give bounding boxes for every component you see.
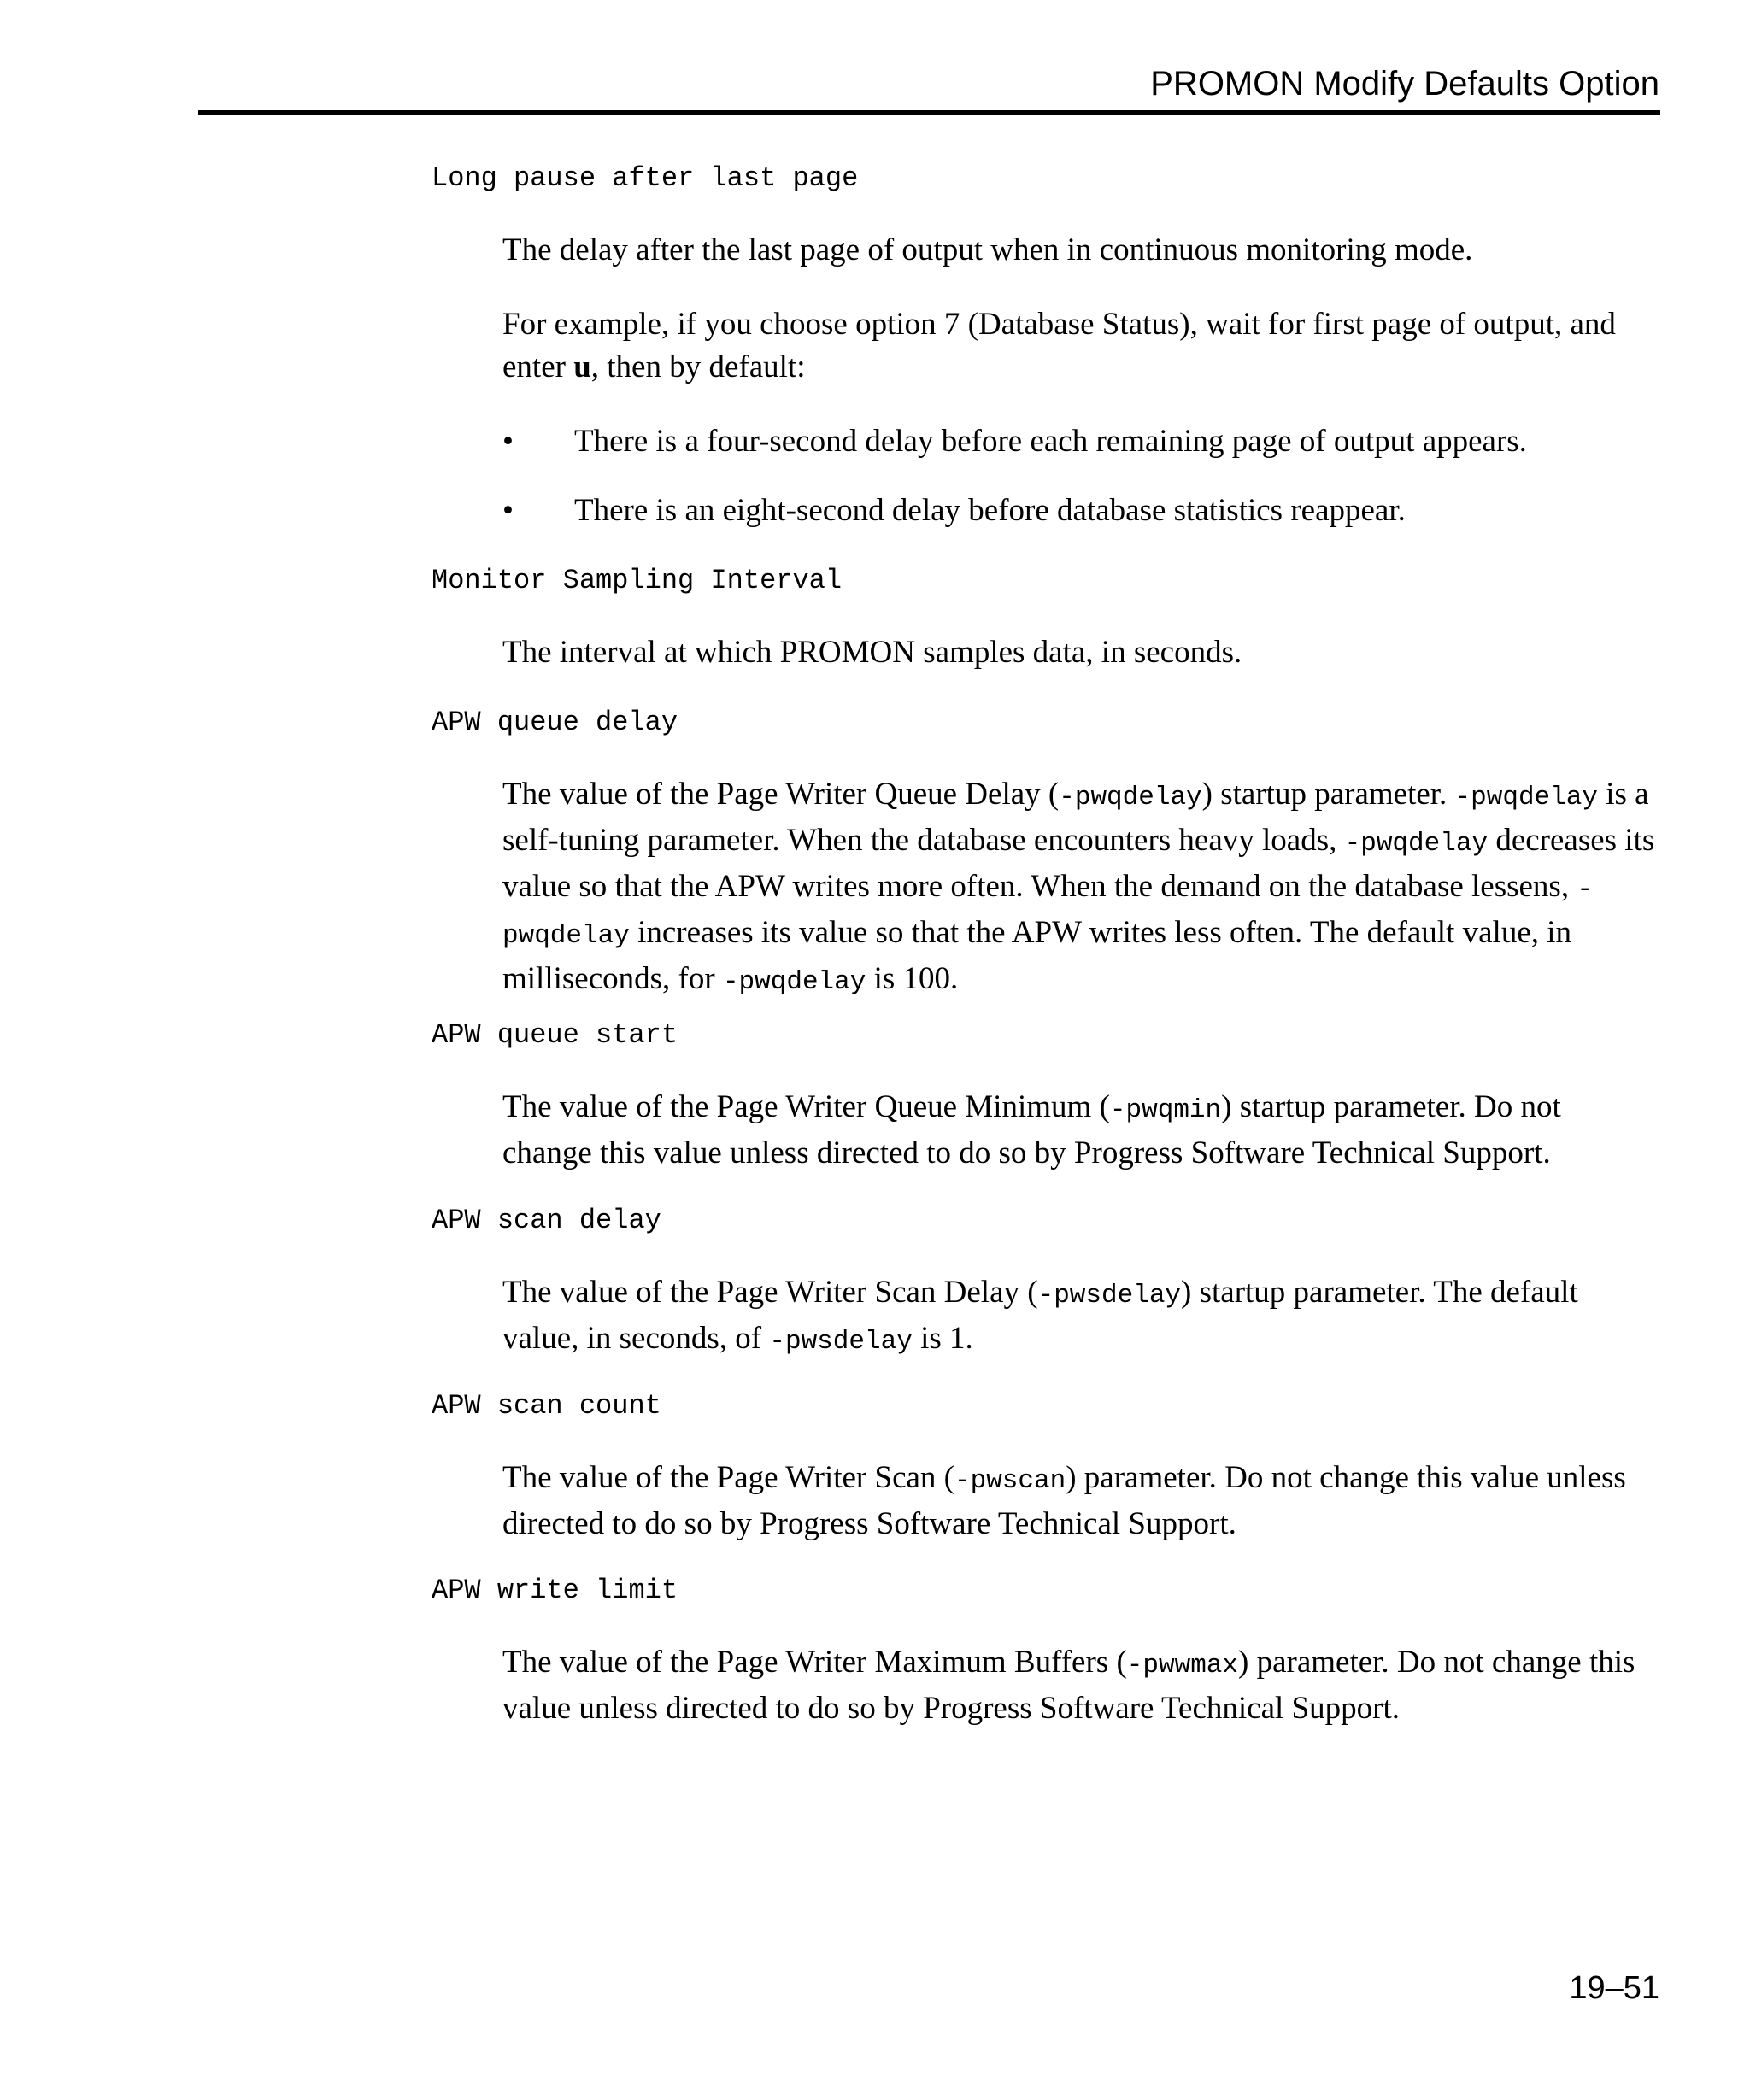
text: The value of the Page Writer Scan Delay (	[502, 1275, 1038, 1310]
desc-apw-queue-delay	[502, 773, 1658, 1004]
page-number: 19–51	[1569, 1970, 1659, 2006]
text: is a self-tuning parameter. When the database encounters heavy loads,	[502, 777, 1649, 858]
desc-apw-write-limit	[502, 1641, 1658, 1730]
param-code: -pwsdelay	[1037, 1281, 1182, 1311]
text: The value of the Page Writer Maximum Buffers (	[502, 1645, 1127, 1680]
param-code: -pwqdelay	[502, 875, 1593, 951]
text: ) parameter. Do not change this value unless directed to do so by Progress Software Technical Support.	[502, 1645, 1635, 1726]
text: The value of the Page Writer Queue Minimum (	[502, 1089, 1110, 1124]
param-code: -pwscan	[954, 1466, 1066, 1496]
example-key: u	[573, 349, 591, 384]
param-code: -pwqdelay	[722, 967, 866, 997]
header-rule	[198, 110, 1660, 115]
text: increases its value so that the APW writes less often. The default value, in milliseconds, for	[502, 915, 1572, 996]
term-apw-queue-delay: APW queue delay	[432, 707, 678, 738]
example-text-pre: For example, if you choose option 7 (Database Status), wait for first page of output, and enter	[502, 307, 1616, 384]
bullet-glyph: •	[502, 493, 514, 528]
header-title: PROMON Modify Defaults Option	[1150, 65, 1659, 103]
param-code: -pwqmin	[1109, 1095, 1222, 1125]
desc-long-pause: The delay after the last page of output when in continuous monitoring mode.	[502, 232, 1473, 267]
desc-sampling-interval: The interval at which PROMON samples data, in seconds.	[502, 635, 1242, 670]
param-code: -pwqdelay	[1454, 783, 1598, 812]
term-apw-write-limit: APW write limit	[432, 1575, 678, 1606]
text: ) startup parameter. The default value, in seconds, of	[502, 1275, 1578, 1356]
bullet-glyph: •	[502, 424, 514, 459]
param-code: -pwqdelay	[1059, 783, 1202, 812]
desc-apw-scan-count	[502, 1457, 1658, 1546]
text: The value of the Page Writer Queue Delay (	[502, 777, 1060, 812]
text: ) startup parameter. Do not change this value unless directed to do so by Progress Software Technical Support.	[502, 1089, 1561, 1170]
example-paragraph	[502, 303, 1658, 389]
text: is 100.	[866, 961, 959, 996]
text: ) parameter. Do not change this value unless directed to do so by Progress Software Technical Support.	[502, 1460, 1626, 1541]
bullet-text: There is an eight-second delay before database statistics reappear.	[574, 493, 1406, 528]
desc-apw-scan-delay	[502, 1271, 1658, 1364]
term-apw-scan-count: APW scan count	[432, 1390, 661, 1422]
term-apw-queue-start: APW queue start	[432, 1019, 678, 1051]
term-sampling-interval: Monitor Sampling Interval	[432, 565, 843, 596]
param-code: -pwqdelay	[1344, 829, 1489, 859]
text: ) startup parameter.	[1201, 777, 1455, 812]
example-text-post: , then by default:	[590, 349, 806, 384]
param-code: -pwwmax	[1126, 1651, 1239, 1681]
desc-apw-queue-start	[502, 1086, 1658, 1175]
term-apw-scan-delay: APW scan delay	[432, 1205, 661, 1236]
param-code: -pwsdelay	[769, 1327, 913, 1357]
term-long-pause: Long pause after last page	[432, 162, 859, 194]
text: decreases its value so that the APW writes more often. When the demand on the database lessens,	[502, 823, 1655, 904]
bullet-text: There is a four-second delay before each remaining page of output appears.	[574, 424, 1527, 459]
text: is 1.	[912, 1321, 973, 1356]
text: The value of the Page Writer Scan (	[502, 1460, 954, 1495]
